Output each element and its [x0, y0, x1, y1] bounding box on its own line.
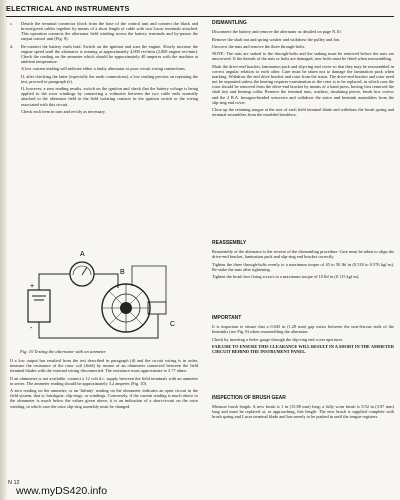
item-text: Detach the terminal connector block from the base of the control unit and connect the black and brown/green cables together by means of a short length of cable with two Lucar terminals attached. This operation connects the alternator field winding across the battery terminals and by-passes the output control unit (Fig. 9).	[21, 21, 198, 42]
paragraph: Close up the retaining tongue at the root of each field terminal blade and withdraw the brush spring and terminal assemblies from the moulded brushbox.	[212, 107, 394, 118]
section-heading: IMPORTANT	[212, 315, 242, 321]
paragraph: If an ohmmeter is not available, connect a 12 volt d.c. supply between the field terminals with an ammeter in series. The ammeter reading should be approximately 3.2 amperes (Fig. 10).	[10, 375, 198, 386]
figure-caption: Fig. 10 Testing the alternator with an ammeter	[20, 349, 107, 354]
item-label: d.	[10, 43, 14, 49]
paragraph: Check by inserting a feeler gauge through the slip-ring end cover apertures.	[212, 336, 344, 342]
list-item	[10, 44, 198, 65]
battery-icon	[28, 290, 50, 322]
page-title: ELECTRICAL AND INSTRUMENTS	[6, 4, 130, 13]
paragraph: Mark the drive-end bracket, lamination pack and slip-ring end cover so that they may be reassembled in correct angular relation to each other. Care must be taken not to damage the lamination pack when marking. Withdraw the end drive bracket and rotor from the stator. The drive-end bracket and rotor need not be separated unless the bearing requires examination or the rotor is to be replaced, in which case the rotor should be removed from the drive-end bracket by means of a hand press, having first removed the shaft key and bearing collar. Remove the terminal nuts, washers, insulating pieces, brush box screws and the 2 B.A. hexagon-headed setscrews and withdraw the stator and heatsink assemblies from the slip-ring end cover.	[212, 63, 394, 105]
paragraph: If, after checking the latter (especially the earth connections), a low reading persists on repeating the test, proceed to paragraph (e).	[21, 73, 198, 84]
item-label: c.	[10, 21, 14, 26]
page-number: N 12	[8, 480, 20, 486]
ammeter-icon	[70, 262, 94, 286]
left-column-top	[10, 21, 198, 116]
left-column-bottom	[10, 358, 198, 411]
section-brush-gear	[212, 396, 394, 422]
section-reassembly	[212, 241, 394, 282]
page-edge-shadow	[0, 0, 7, 500]
watermark: www.myDS420.info	[16, 485, 108, 497]
paragraph: Measure brush length. A new brush is 1 in (15.88 mm) long; a fully worn brush is 5/32 in (3.97 mm) long and must be replaced at, or approaching, this length. The new brush is supplied complete with brush spring and Lucar terminal blade and has merely to be pushed in until the tongue registers.	[212, 404, 394, 420]
section-important	[212, 316, 394, 357]
page-header	[6, 2, 394, 17]
label-b: B	[120, 269, 125, 276]
label-a: A	[80, 251, 85, 258]
paragraph: Disconnect the battery and remove the alternator as detailed on page N.10.	[212, 29, 342, 35]
alternator-icon	[102, 284, 166, 332]
label-plus: +	[30, 283, 35, 290]
paragraph: It is important to ensure that a 0.045 in (1.28 mm) gap exists between the non-ferrous ends of the heatsinks (see Fig. 8) when reassembling the alternator.	[212, 324, 394, 335]
item-text: Re-connect the battery earth lead. Switch on the ignition and start the engine. Slowly increase the engine speed until the alternator is running at approximately 4,000 rev/min (2,000 engine rev/min). Check the reading on the ammeter which should be approximately 40 amperes with the machine at ambient temperature.	[21, 43, 198, 65]
section-heading: INSPECTION OF BRUSH GEAR	[212, 395, 286, 401]
alternator-test-diagram	[20, 244, 180, 346]
warning-text: FAILURE TO ENSURE THIS CLEARANCE WILL RESULT IN A SHORT IN THE AMMETER CIRCUIT BEHIND THE INSTRUMENT PANEL.	[212, 344, 394, 355]
paragraph: If a low output has resulted from the test described in paragraph (d) and the circuit wiring is in order, measure the resistance of the rotor coil (field) by means of an ohmmeter connected between the field terminal blades with the external wiring disconnected. The resistance must approximate to 3.77 ohms.	[10, 358, 198, 374]
section-dismantling	[212, 21, 394, 120]
section-heading: DISMANTLING	[212, 20, 247, 26]
paragraph: A low current reading will indicate either a faulty alternator or poor circuit wiring connections.	[21, 66, 186, 72]
label-c: C	[170, 321, 176, 328]
paragraph: Remove the shaft nut and spring washer and withdraw the pulley and fan.	[212, 36, 340, 42]
label-minus: -	[30, 325, 33, 332]
paragraph: A zero reading on the ammeter, or an 'Infinity' reading on the ohmmeter indicates an open circuit in the field system, that is, brushgear, slip-rings, or windings. Conversely, if the current reading is much above or the ohmmeter is much below the values given above, it is an indication of a short-circuit on the rotor winding, in which case the rotor slip-ring assembly must be changed.	[10, 388, 198, 409]
paragraph: NOTE: The nuts are staked to the through-bolts and the staking must be removed before the nuts are unscrewed. If the threads of the nuts or bolts are damaged, new bolts must be fitted when reassembling.	[212, 51, 394, 62]
list-item	[10, 21, 198, 42]
paragraph: Unscrew the nuts and remove the three through-bolts.	[212, 43, 306, 49]
paragraph: Tighten the brush box fixing screws to a maximum torque of 10 lbf in (0.115 kgf m).	[212, 274, 360, 280]
paragraph: Reassembly of the alternator is the reverse of the dismantling procedure. Care must be taken to align the drive-end bracket, lamination pack and slip-ring end bracket correctly.	[212, 249, 394, 260]
paragraph: Check each item in turn and rectify as necessary.	[21, 108, 106, 114]
section-heading: REASSEMBLY	[212, 240, 247, 246]
paragraph: Tighten the three through-bolts evenly to a maximum torque of 45 to 50 lbf in (0.518 to 0.576 kgf m). Re-stake the nuts after tightening.	[212, 261, 394, 272]
paragraph: If, however, a zero reading results, switch on the ignition and check that the battery voltage is being applied to the rotor windings by connecting a voltmeter between the two cable ends normally attached to the alternator field in the field isolating contacts in the ignition switch or the wiring associated with this circuit.	[21, 86, 198, 107]
